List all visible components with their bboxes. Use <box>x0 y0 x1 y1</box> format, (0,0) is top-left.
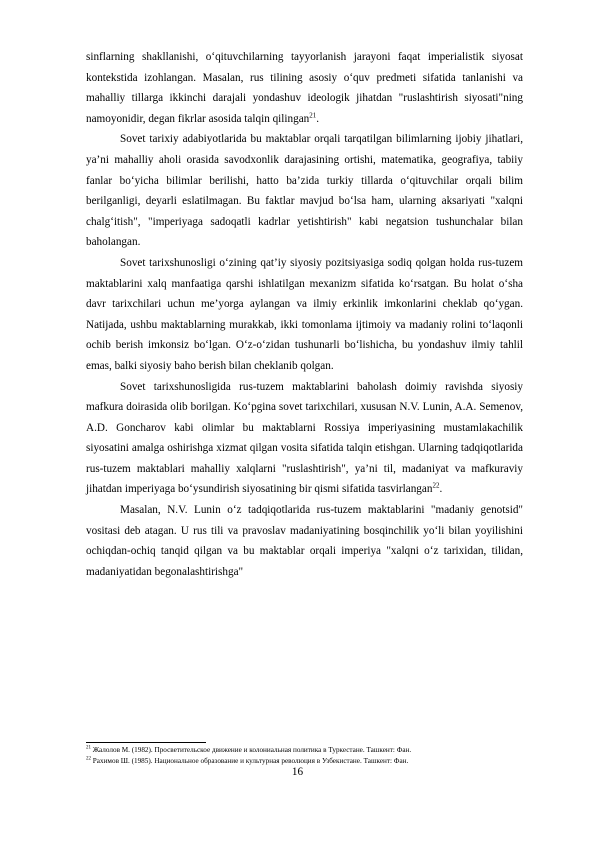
page-number: 16 <box>291 766 304 778</box>
footnotes <box>86 745 526 766</box>
paragraph-2: Sovet tarixiy adabiyotlarida bu maktablar orqali tarqatilgan bilimlarning ijobiy jihatlari, ya’ni mahalliy aholi orasida savodxonlik darajasining ortishi, matematika, geografiya, tabiiy fanlar bo‘yicha bilimlar berilishi, hatto ba’zida turkiy tillarda o‘qituvchilar orqali bilim berilganligi, deyarli eslatilmagan. Bu faktlar mavjud bo‘lsa ham, ularning aksariyati "xalqni chalg‘itish", "imperiyaga sadoqatli kadrlar yetishtirish" kabi negatsion tushunchalar bilan baholangan. <box>86 133 523 249</box>
body-text <box>86 47 523 582</box>
footnote-22: $^{22}$ Рахимов Ш. (1985). Национальное образование и культурная революция в Узбекистане. Ташкент: Фан. <box>86 756 409 765</box>
footnote-ref-22[interactable]: 22 <box>432 481 440 490</box>
footnote-separator <box>86 742 206 743</box>
paragraph-1: sinflarning shakllanishi, o‘qituvchilarning tayyorlanish jarayoni faqat imperialistik siyosat kontekstida izohlangan. Masalan, rus tilining asosiy o‘quv predmeti sifatida tanlanishi va mahalliy tillarga ikkinchi darajali yondashuv ideologik jihatdan "ruslashtirish siyosati"ning namoyonidir, degan fikrlar asosida talqin qilingan$^{21}$. <box>86 51 523 125</box>
footnote-ref-21[interactable]: 21 <box>309 111 317 120</box>
paragraph-5: Masalan, N.V. Lunin o‘z tadqiqotlarida rus-tuzem maktablarini "madaniy genotsid" vositasi deb atagan. U rus tili va pravoslav madaniyatining bosqinchilik yo‘li bilan yoyilishini ochiqdan-ochiq tanqid qilgan va bu maktablar orqali imperiya "xalqni o‘z tarixidan, tilidan, madaniyatidan begonalashtirishga" <box>86 504 523 578</box>
paragraph-4: Sovet tarixshunosligida rus-tuzem maktablarini baholash doimiy ravishda siyosiy mafkura doirasida olib borilgan. Ko‘pgina sovet tarixchilari, xususan N.V. Lunin, A.A. Semenov, A.D. Goncharov kabi olimlar bu maktablarni Rossiya imperiyasining mustamlakachilik siyosatini amalga oshirishga xizmat qilgan vosita sifatida talqin etishgan. Ularning tadqiqotlarida rus-tuzem maktablari mahalliy xalqlarni "ruslashtirish", ya’ni til, madaniyat va mafkuraviy jihatdan imperiyaga bo‘ysundirish siyosatining bir qismi sifatida tasvirlangan$^{22}$. <box>86 380 523 496</box>
footnote-21: $^{21}$ Жалолов М. (1982). Просветительское движение и колониальная политика в Туркестане. Ташкент: Фан. <box>86 745 412 754</box>
paragraph-3: Sovet tarixshunosligi o‘zining qat’iy siyosiy pozitsiyasiga sodiq qolgan holda rus-tuzem maktablarini xalq manfaatiga qarshi ishlatilgan mexanizm sifatida ko‘rsatgan. Bu holat o‘sha davr tarixchilari uchun me’yorga aylangan va ilmiy erkinlik imkonlarini cheklab qo‘ygan. Natijada, ushbu maktablarning murakkab, ikki tomonlama ijtimoiy va madaniy rolini to‘laqonli ochib berish imkonsiz bo‘lgan. O‘z-o‘zidan tushunarli bo‘lishicha, bu yondashuv ilmiy tahlil emas, balki siyosiy baho berish bilan cheklanib qolgan. <box>86 256 523 372</box>
